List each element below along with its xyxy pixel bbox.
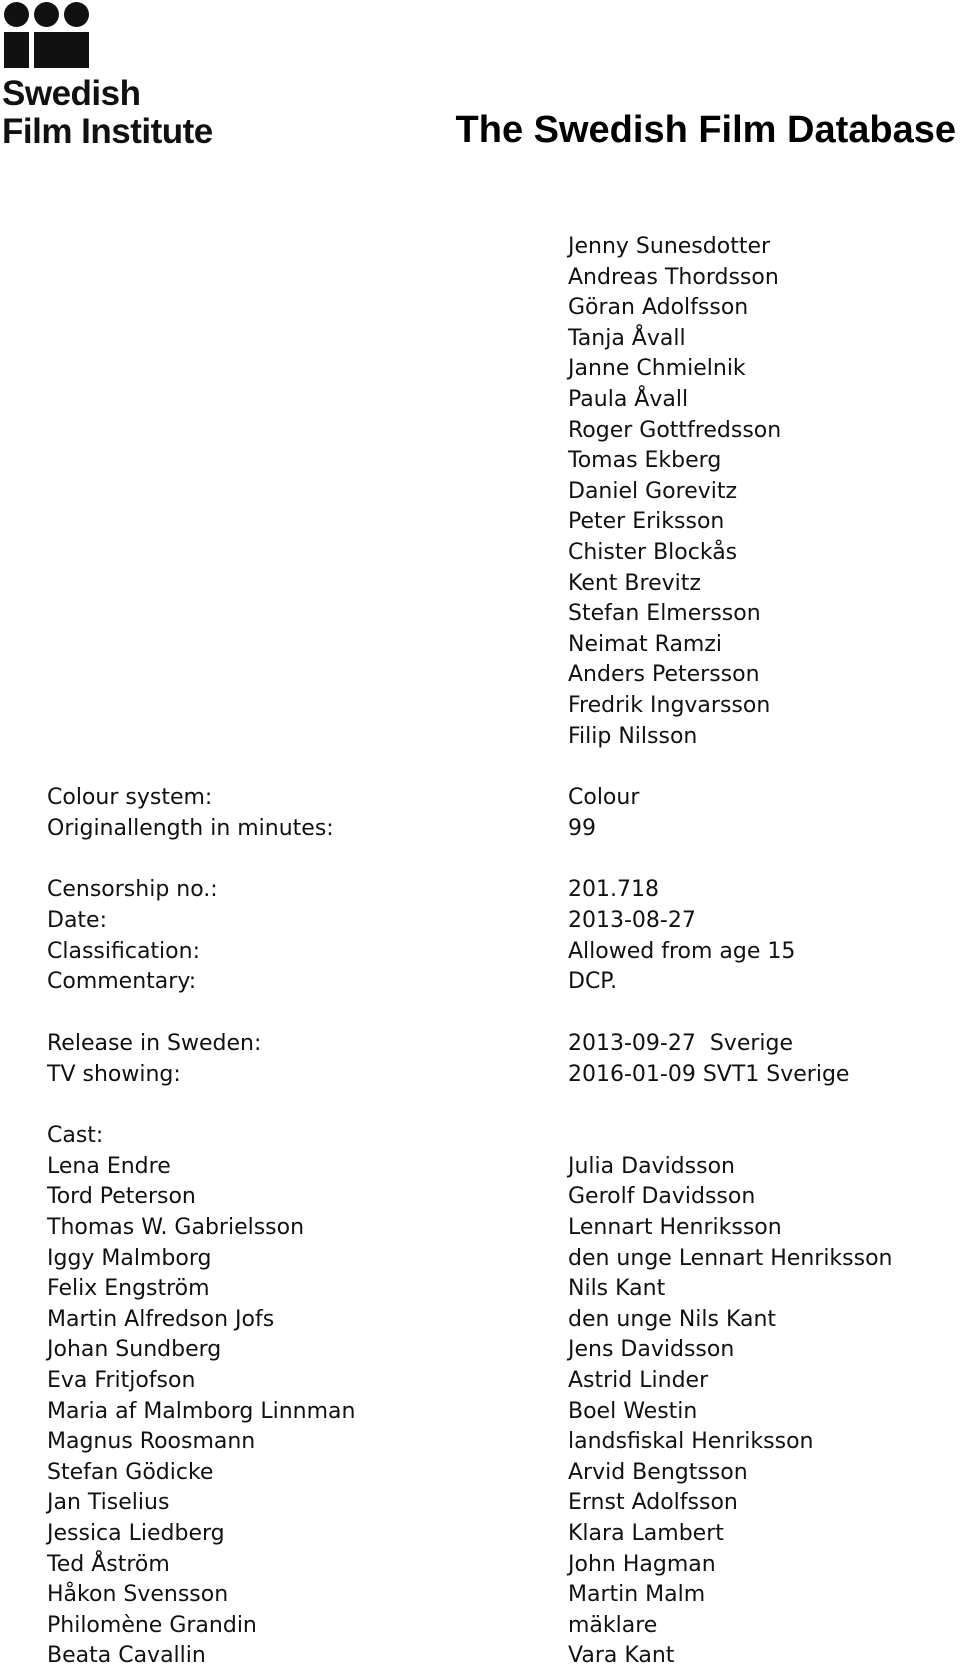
- cast-actor: Stefan Gödicke: [47, 1460, 214, 1485]
- cast-role: den unge Nils Kant: [568, 1307, 777, 1332]
- cast-role: Klara Lambert: [568, 1521, 724, 1546]
- cast-role: Ernst Adolfsson: [568, 1490, 738, 1515]
- cast-actor: Jessica Liedberg: [47, 1521, 225, 1546]
- cast-role: Vara Kant: [568, 1643, 675, 1668]
- cast-actor: Eva Fritjofson: [47, 1368, 196, 1393]
- crew-name: Fredrik Ingvarsson: [568, 693, 771, 718]
- cast-actor: Ted Åström: [47, 1552, 170, 1577]
- censorship-number-label: Censorship no.:: [47, 877, 218, 902]
- cast-role: Arvid Bengtsson: [568, 1460, 748, 1485]
- tv-showing-label: TV showing:: [47, 1062, 181, 1087]
- cast-role: Martin Malm: [568, 1582, 706, 1607]
- censorship-date-label: Date:: [47, 908, 107, 933]
- cast-role: mäklare: [568, 1613, 658, 1638]
- cast-actor: Maria af Malmborg Linnman: [47, 1399, 356, 1424]
- crew-name: Tanja Åvall: [568, 326, 686, 351]
- cast-role: Julia Davidsson: [568, 1154, 735, 1179]
- classification-value: Allowed from age 15: [568, 939, 796, 964]
- censorship-date-value: 2013-08-27: [568, 908, 696, 933]
- cast-actor: Philomène Grandin: [47, 1613, 257, 1638]
- original-length-label: Originallength in minutes:: [47, 816, 334, 841]
- cast-actor: Iggy Malmborg: [47, 1246, 212, 1271]
- logo-dot: [34, 2, 59, 27]
- crew-name: Peter Eriksson: [568, 509, 725, 534]
- cast-role: landsfiskal Henriksson: [568, 1429, 814, 1454]
- classification-label: Classification:: [47, 939, 200, 964]
- tv-showing-value: 2016-01-09 SVT1 Sverige: [568, 1062, 850, 1087]
- original-length-value: 99: [568, 816, 596, 841]
- logo-dot: [64, 2, 89, 27]
- crew-name: Paula Åvall: [568, 387, 689, 412]
- crew-name: Roger Gottfredsson: [568, 418, 782, 443]
- colour-system-label: Colour system:: [47, 785, 213, 810]
- cast-role: Astrid Linder: [568, 1368, 709, 1393]
- swedish-film-institute-logo: [2, 2, 242, 152]
- cast-role: Gerolf Davidsson: [568, 1184, 756, 1209]
- cast-actor: Tord Peterson: [47, 1184, 196, 1209]
- cast-actor: Felix Engström: [47, 1276, 210, 1301]
- page-title: The Swedish Film Database: [455, 109, 956, 151]
- crew-name: Filip Nilsson: [568, 724, 698, 749]
- crew-name: Chister Blockås: [568, 540, 738, 565]
- cast-actor: Johan Sundberg: [47, 1337, 222, 1362]
- cast-role: Jens Davidsson: [568, 1337, 735, 1362]
- crew-name: Neimat Ramzi: [568, 632, 723, 657]
- cast-actor: Beata Cavallin: [47, 1643, 206, 1668]
- cast-actor: Jan Tiselius: [47, 1490, 170, 1515]
- cast-actor: Lena Endre: [47, 1154, 171, 1179]
- cast-role: Lennart Henriksson: [568, 1215, 782, 1240]
- crew-name: Tomas Ekberg: [568, 448, 722, 473]
- logo-wordmark-line2: Film Institute: [2, 112, 213, 151]
- commentary-value: DCP.: [568, 969, 618, 994]
- crew-name: Andreas Thordsson: [568, 265, 779, 290]
- crew-name: Kent Brevitz: [568, 571, 701, 596]
- commentary-label: Commentary:: [47, 969, 197, 994]
- crew-name: Göran Adolfsson: [568, 295, 749, 320]
- logo-block: [4, 32, 29, 68]
- crew-name: Daniel Gorevitz: [568, 479, 738, 504]
- logo-wordmark: [2, 75, 213, 151]
- crew-name: Jenny Sunesdotter: [568, 234, 771, 259]
- cast-actor: Håkon Svensson: [47, 1582, 229, 1607]
- logo-wordmark-line1: Swedish: [2, 74, 141, 113]
- cast-actor: Thomas W. Gabrielsson: [47, 1215, 305, 1240]
- release-sweden-value: 2013-09-27 Sverige: [568, 1031, 794, 1056]
- cast-heading: Cast:: [47, 1123, 104, 1148]
- cast-role: John Hagman: [568, 1552, 716, 1577]
- logo-block: [34, 32, 89, 68]
- cast-role: Boel Westin: [568, 1399, 698, 1424]
- release-sweden-label: Release in Sweden:: [47, 1031, 262, 1056]
- censorship-number-value: 201.718: [568, 877, 659, 902]
- cast-actor: Magnus Roosmann: [47, 1429, 256, 1454]
- cast-role: den unge Lennart Henriksson: [568, 1246, 893, 1271]
- crew-name: Janne Chmielnik: [568, 356, 746, 381]
- colour-system-value: Colour: [568, 785, 640, 810]
- cast-actor: Martin Alfredson Jofs: [47, 1307, 275, 1332]
- crew-name: Stefan Elmersson: [568, 601, 761, 626]
- crew-name: Anders Petersson: [568, 662, 760, 687]
- cast-role: Nils Kant: [568, 1276, 666, 1301]
- logo-dot: [4, 2, 29, 27]
